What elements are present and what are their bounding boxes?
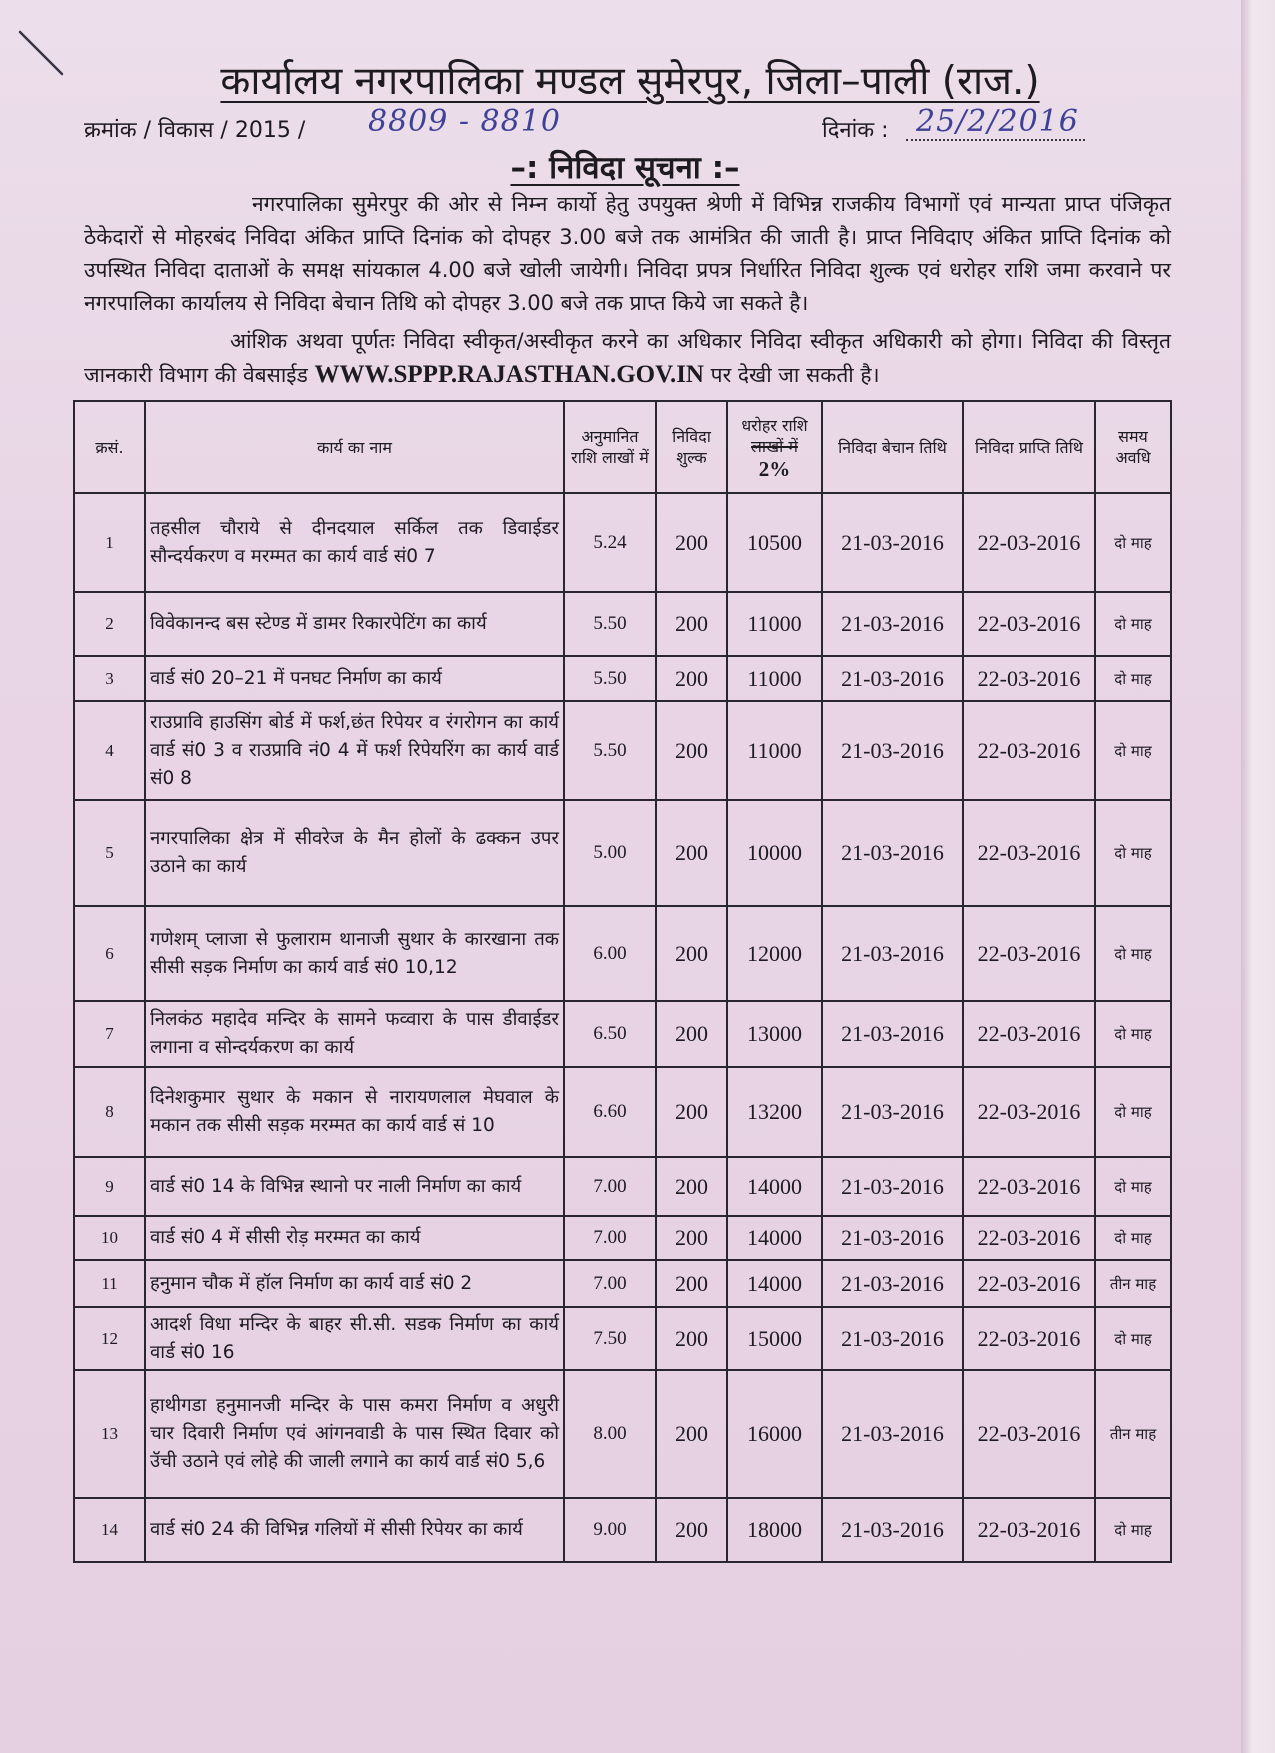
cell-sr: 2	[74, 592, 145, 656]
table-row	[74, 592, 1171, 656]
cell-deposit: 10500	[727, 493, 822, 592]
cell-estimate: 6.50	[564, 1001, 656, 1067]
cell-work-name: हनुमान चौक में हॉल निर्माण का कार्य वार्ड सं0 2	[145, 1260, 564, 1307]
cell-receipt-date: 22-03-2016	[963, 592, 1095, 656]
cell-sr: 10	[74, 1216, 145, 1260]
table-row	[74, 906, 1171, 1001]
header-deposit	[727, 401, 822, 493]
cell-duration: दो माह	[1095, 1307, 1171, 1370]
date-handwritten: 25/2/2016	[906, 104, 1085, 141]
cell-duration: दो माह	[1095, 493, 1171, 592]
cell-work-name: राउप्रावि हाउसिंग बोर्ड में फर्श,छंत रिपेयर व रंगरोगन का कार्य वार्ड सं0 3 व राउप्रावि नं0 4 में फर्श रिपेयरिंग का कार्य वार्ड सं0 8	[145, 701, 564, 800]
cell-estimate: 5.00	[564, 800, 656, 906]
table-row	[74, 1307, 1171, 1370]
cell-fee: 200	[656, 1370, 727, 1498]
cell-deposit: 15000	[727, 1307, 822, 1370]
cell-work-name: गणेशम् प्लाजा से फुलाराम थानाजी सुथार के कारखाना तक सीसी सड़क निर्माण का कार्य वार्ड सं0 10,12	[145, 906, 564, 1001]
cell-work-name: हाथीगडा हनुमानजी मन्दिर के पास कमरा निर्माण व अधुरी चार दिवारी निर्माण एवं आंगनवाडी के पास स्थित दिवार को उॅची उठाने एवं लोहे की जाली लगाने का कार्य वार्ड सं0 5,6	[145, 1370, 564, 1498]
cell-receipt-date: 22-03-2016	[963, 1260, 1095, 1307]
cell-duration: दो माह	[1095, 656, 1171, 701]
cell-sr: 12	[74, 1307, 145, 1370]
cell-sr: 6	[74, 906, 145, 1001]
notice-title: –: निविदा सूचना :–	[510, 150, 740, 186]
table-header-row	[74, 401, 1171, 493]
cell-estimate: 7.50	[564, 1307, 656, 1370]
cell-estimate: 5.50	[564, 592, 656, 656]
cell-receipt-date: 22-03-2016	[963, 656, 1095, 701]
cell-estimate: 7.00	[564, 1216, 656, 1260]
date-label: दिनांक :	[822, 118, 889, 143]
cell-sale-date: 21-03-2016	[822, 800, 963, 906]
cell-deposit: 14000	[727, 1260, 822, 1307]
cell-duration: दो माह	[1095, 701, 1171, 800]
cell-fee: 200	[656, 656, 727, 701]
table-row	[74, 1001, 1171, 1067]
table-row	[74, 656, 1171, 701]
cell-fee: 200	[656, 1216, 727, 1260]
cell-fee: 200	[656, 493, 727, 592]
cell-duration: तीन माह	[1095, 1370, 1171, 1498]
cell-deposit: 16000	[727, 1370, 822, 1498]
paper-edge	[1241, 0, 1275, 1753]
table-row	[74, 1370, 1171, 1498]
cell-sr: 14	[74, 1498, 145, 1562]
cell-work-name: विवेकानन्द बस स्टेण्ड में डामर रिकारपेटिंग का कार्य	[145, 592, 564, 656]
cell-work-name: वार्ड सं0 20–21 में पनघट निर्माण का कार्य	[145, 656, 564, 701]
cell-work-name: आदर्श विधा मन्दिर के बाहर सी.सी. सडक निर्माण का कार्य वार्ड सं0 16	[145, 1307, 564, 1370]
header-deposit-label: धरोहर राशि	[741, 415, 808, 435]
table-row	[74, 493, 1171, 592]
cell-estimate: 8.00	[564, 1370, 656, 1498]
header-estimate: अनुमानित राशि लाखों में	[564, 401, 656, 493]
cell-fee: 200	[656, 1260, 727, 1307]
cell-receipt-date: 22-03-2016	[963, 1307, 1095, 1370]
cell-sr: 1	[74, 493, 145, 592]
header-duration: समय अवधि	[1095, 401, 1171, 493]
cell-sr: 7	[74, 1001, 145, 1067]
cell-receipt-date: 22-03-2016	[963, 1001, 1095, 1067]
cell-estimate: 5.24	[564, 493, 656, 592]
cell-estimate: 6.00	[564, 906, 656, 1001]
cell-fee: 200	[656, 1498, 727, 1562]
cell-sr: 3	[74, 656, 145, 701]
cell-deposit: 12000	[727, 906, 822, 1001]
cell-deposit: 14000	[727, 1157, 822, 1216]
cell-work-name: वार्ड सं0 14 के विभिन्न स्थानो पर नाली निर्माण का कार्य	[145, 1157, 564, 1216]
cell-estimate: 5.50	[564, 701, 656, 800]
cell-duration: दो माह	[1095, 1157, 1171, 1216]
cell-duration: दो माह	[1095, 800, 1171, 906]
table-row	[74, 1067, 1171, 1157]
cell-receipt-date: 22-03-2016	[963, 800, 1095, 906]
cell-fee: 200	[656, 701, 727, 800]
cell-sr: 13	[74, 1370, 145, 1498]
cell-sale-date: 21-03-2016	[822, 1157, 963, 1216]
cell-sale-date: 21-03-2016	[822, 1001, 963, 1067]
tender-table-body	[74, 493, 1171, 1562]
cell-sale-date: 21-03-2016	[822, 1260, 963, 1307]
cell-estimate: 7.00	[564, 1157, 656, 1216]
cell-estimate: 6.60	[564, 1067, 656, 1157]
cell-duration: दो माह	[1095, 1067, 1171, 1157]
cell-deposit: 10000	[727, 800, 822, 906]
cell-fee: 200	[656, 1307, 727, 1370]
header-deposit-struck: लाखों में	[751, 436, 798, 456]
cell-estimate: 9.00	[564, 1498, 656, 1562]
header-fee: निविदा शुल्क	[656, 401, 727, 493]
table-row	[74, 1498, 1171, 1562]
header-sr: क्रसं.	[74, 401, 145, 493]
header-sale-date: निविदा बेचान तिथि	[822, 401, 963, 493]
cell-fee: 200	[656, 800, 727, 906]
cell-work-name: निलकंठ महादेव मन्दिर के सामने फव्वारा के पास डीवाईडर लगाना व सोन्दर्यकरण का कार्य	[145, 1001, 564, 1067]
pen-stroke	[0, 0, 90, 90]
paragraph-rights-end: पर देखी जा सकती है।	[710, 363, 880, 387]
cell-duration: दो माह	[1095, 1001, 1171, 1067]
cell-fee: 200	[656, 1001, 727, 1067]
cell-sale-date: 21-03-2016	[822, 493, 963, 592]
cell-fee: 200	[656, 1157, 727, 1216]
cell-sr: 8	[74, 1067, 145, 1157]
cell-fee: 200	[656, 592, 727, 656]
cell-sale-date: 21-03-2016	[822, 1067, 963, 1157]
paragraph-rights-text: आंशिक अथवा पूर्णतः निविदा स्वीकृत/अस्वीकृत करने का अधिकार निविदा स्वीकृत अधिकारी को होगा। निविदा की विस्तृत जानकारी विभाग की वेबसाईड	[84, 329, 1171, 387]
cell-receipt-date: 22-03-2016	[963, 1370, 1095, 1498]
office-title: कार्यालय नगरपालिका मण्डल सुमेरपुर, जिला–पाली (राज.)	[220, 59, 1040, 104]
tender-table	[73, 400, 1172, 1563]
cell-sr: 4	[74, 701, 145, 800]
cell-deposit: 11000	[727, 701, 822, 800]
cell-deposit: 11000	[727, 592, 822, 656]
cell-sr: 9	[74, 1157, 145, 1216]
cell-receipt-date: 22-03-2016	[963, 1157, 1095, 1216]
cell-receipt-date: 22-03-2016	[963, 493, 1095, 592]
cell-receipt-date: 22-03-2016	[963, 1498, 1095, 1562]
table-row	[74, 1157, 1171, 1216]
cell-sale-date: 21-03-2016	[822, 1307, 963, 1370]
header-receipt-date: निविदा प्राप्ति तिथि	[963, 401, 1095, 493]
cell-duration: दो माह	[1095, 1498, 1171, 1562]
cell-sale-date: 21-03-2016	[822, 906, 963, 1001]
cell-deposit: 11000	[727, 656, 822, 701]
cell-duration: तीन माह	[1095, 1260, 1171, 1307]
cell-receipt-date: 22-03-2016	[963, 906, 1095, 1001]
cell-work-name: वार्ड सं0 24 की विभिन्न गलियों में सीसी रिपेयर का कार्य	[145, 1498, 564, 1562]
cell-fee: 200	[656, 1067, 727, 1157]
paragraph-rights	[84, 325, 1171, 392]
cell-work-name: नगरपालिका क्षेत्र में सीवरेज के मैन होलों के ढक्कन उपर उठाने का कार्य	[145, 800, 564, 906]
cell-work-name: तहसील चौराये से दीनदयाल सर्किल तक डिवाईडर सौन्दर्यकरण व मरम्मत का कार्य वार्ड सं0 7	[145, 493, 564, 592]
cell-duration: दो माह	[1095, 1216, 1171, 1260]
cell-duration: दो माह	[1095, 906, 1171, 1001]
table-row	[74, 701, 1171, 800]
cell-sale-date: 21-03-2016	[822, 592, 963, 656]
cell-sale-date: 21-03-2016	[822, 656, 963, 701]
header-work-name: कार्य का नाम	[145, 401, 564, 493]
table-row	[74, 1216, 1171, 1260]
cell-sr: 11	[74, 1260, 145, 1307]
reference-number-handwritten: 8809 - 8810	[368, 104, 561, 139]
website-url: WWW.SPPP.RAJASTHAN.GOV.IN	[314, 361, 704, 388]
cell-work-name: दिनेशकुमार सुथार के मकान से नारायणलाल मेघवाल के मकान तक सीसी सड़क मरम्मत का कार्य वार्ड सं 10	[145, 1067, 564, 1157]
cell-sale-date: 21-03-2016	[822, 1216, 963, 1260]
reference-prefix: क्रमांक / विकास / 2015 /	[84, 118, 306, 143]
cell-deposit: 18000	[727, 1498, 822, 1562]
cell-sale-date: 21-03-2016	[822, 701, 963, 800]
cell-sale-date: 21-03-2016	[822, 1370, 963, 1498]
cell-deposit: 14000	[727, 1216, 822, 1260]
cell-estimate: 7.00	[564, 1260, 656, 1307]
cell-work-name: वार्ड सं0 4 में सीसी रोड़ मरम्मत का कार्य	[145, 1216, 564, 1260]
header-deposit-percent: 2%	[758, 456, 791, 481]
notice-body	[73, 188, 1171, 1563]
paragraph-invitation: नगरपालिका सुमेरपुर की ओर से निम्न कार्यो हेतु उपयुक्त श्रेणी में विभिन्न राजकीय विभागों एवं मान्यता प्राप्त पंजिकृत ठेकेदारों से मोहरबंद निविदा अंकित प्राप्ति दिनांक को दोपहर 3.00 बजे तक आमंत्रित की जाती है। प्राप्त निविदाए अंकित प्राप्ति दिनांक को उपस्थित निविदा दाताओं के समक्ष सांयकाल 4.00 बजे खोली जायेगी। निविदा प्रपत्र निर्धारित निविदा शुल्क एवं धरोहर राशि जमा करवाने पर नगरपालिका कार्यालय से निविदा बेचान तिथि को दोपहर 3.00 बजे तक प्राप्त किये जा सकते है।	[84, 192, 1171, 315]
cell-receipt-date: 22-03-2016	[963, 1067, 1095, 1157]
cell-receipt-date: 22-03-2016	[963, 701, 1095, 800]
cell-receipt-date: 22-03-2016	[963, 1216, 1095, 1260]
table-row	[74, 1260, 1171, 1307]
cell-sr: 5	[74, 800, 145, 906]
cell-deposit: 13000	[727, 1001, 822, 1067]
table-row	[74, 800, 1171, 906]
cell-fee: 200	[656, 906, 727, 1001]
cell-duration: दो माह	[1095, 592, 1171, 656]
cell-sale-date: 21-03-2016	[822, 1498, 963, 1562]
cell-deposit: 13200	[727, 1067, 822, 1157]
cell-estimate: 5.50	[564, 656, 656, 701]
